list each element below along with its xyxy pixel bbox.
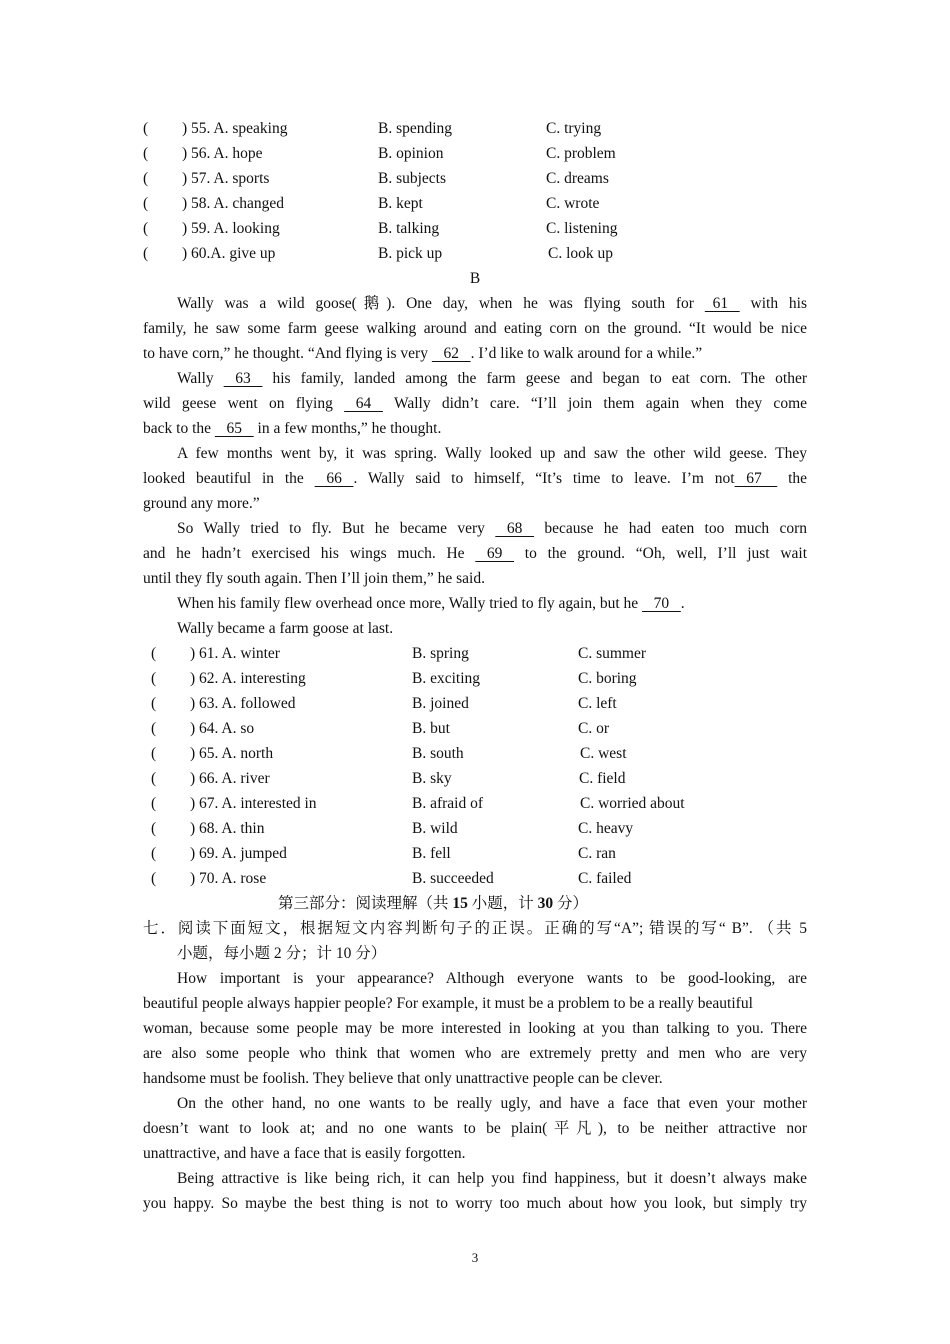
- story-line: back to the 65 in a few months,” he thought.: [143, 416, 807, 441]
- question-row: ( ) 55. A. speaking B. spending C. trying: [143, 120, 602, 137]
- passage-line: How important is your appearance? Although everyone wants to be good-looking, are: [177, 970, 807, 987]
- question-row: ( ) 66. A. river B. sky C. field: [151, 770, 626, 787]
- question-row: ( ) 70. A. rose B. succeeded C. failed: [151, 870, 632, 887]
- question-row: ( ) 56. A. hope B. opinion C. problem: [143, 145, 616, 162]
- answer-blank: 64: [344, 395, 383, 412]
- answer-blank: 63: [223, 370, 263, 387]
- answer-blank: 65: [214, 420, 254, 437]
- question-row: ( ) 58. A. changed B. kept C. wrote: [143, 195, 600, 212]
- passage-line: unattractive, and have a face that is easily forgotten.: [143, 1145, 466, 1162]
- answer-blank: 70: [642, 595, 681, 612]
- question-row: ( ) 68. A. thin B. wild C. heavy: [151, 820, 634, 837]
- story-line: A few months went by, it was spring. Wally looked up and saw the other wild geese. They: [177, 445, 807, 462]
- section-heading: B: [469, 270, 481, 287]
- page-number: 3: [471, 1250, 479, 1265]
- question-row: ( ) 65. A. north B. south C. west: [151, 745, 627, 762]
- section-instruction: 七．阅读下面短文，根据短文内容判断句子的正误。正确的写“A”; 错误的写“ B”. （共 5: [143, 920, 807, 937]
- story-line: So Wally tried to fly. But he became very 68 because he had eaten too much corn: [177, 516, 807, 541]
- question-row: ( ) 57. A. sports B. subjects C. dreams: [143, 170, 609, 187]
- passage-line: beautiful people always happier people? For example, it must be a problem to be a really beautiful: [143, 995, 753, 1012]
- question-row: ( ) 67. A. interested in B. afraid of C. worried about: [151, 795, 685, 812]
- question-row: ( ) 61. A. winter B. spring C. summer: [151, 645, 647, 662]
- question-row: ( ) 62. A. interesting B. exciting C. boring: [151, 670, 637, 687]
- passage-line: are also some people who think that women who are extremely pretty and men who are very: [143, 1045, 807, 1062]
- passage-line: woman, because some people may be more interested in looking at you than talking to you. There: [143, 1020, 807, 1037]
- question-row: ( ) 59. A. looking B. talking C. listening: [143, 220, 618, 237]
- answer-blank: 66: [314, 470, 354, 487]
- story-line: wild geese went on flying 64 Wally didn’t care. “I’ll join them again when they come: [143, 391, 807, 416]
- story-line: and he hadn’t exercised his wings much. He 69 to the ground. “Oh, well, I’ll just wait: [143, 541, 807, 566]
- passage-line: you happy. So maybe the best thing is not to worry too much about how you look, but simply try: [143, 1195, 807, 1212]
- story-line: Wally became a farm goose at last.: [177, 620, 394, 637]
- answer-blank: 68: [495, 520, 535, 537]
- story-line: to have corn,” he thought. “And flying is very 62 . I’d like to walk around for a while.”: [143, 341, 807, 366]
- section-instruction: 小题，每小题 2 分；计 10 分）: [177, 945, 387, 962]
- passage-line: handsome must be foolish. They believe that only unattractive people can be clever.: [143, 1070, 663, 1087]
- passage-line: doesn’t want to look at; and no one wants to be plain(平凡), to be neither attractive nor: [143, 1120, 807, 1137]
- answer-blank: 69: [475, 545, 515, 562]
- question-row: ( ) 63. A. followed B. joined C. left: [151, 695, 617, 712]
- story-line: When his family flew overhead once more, Wally tried to fly again, but he 70 .: [177, 591, 807, 616]
- passage-line: On the other hand, no one wants to be really ugly, and have a face that even your mother: [177, 1095, 807, 1112]
- question-row: ( ) 60.A. give up B. pick up C. look up: [143, 245, 614, 262]
- story-line: until they fly south again. Then I’ll join them,” he said.: [143, 570, 485, 587]
- story-line: ground any more.”: [143, 495, 260, 512]
- question-row: ( ) 64. A. so B. but C. or: [151, 720, 609, 737]
- question-row: ( ) 69. A. jumped B. fell C. ran: [151, 845, 616, 862]
- answer-blank: 61: [704, 295, 740, 312]
- answer-blank: 62: [431, 345, 471, 362]
- story-line: Wally 63 his family, landed among the farm geese and began to eat corn. The other: [177, 366, 807, 391]
- part-heading: 第三部分：阅读理解（共 15 小题，计 30 分）: [278, 895, 589, 912]
- story-line: Wally was a wild goose(鹅). One day, when he was flying south for 61 with his: [177, 291, 807, 316]
- passage-line: Being attractive is like being rich, it can help you find happiness, but it doesn’t always make: [177, 1170, 807, 1187]
- story-line: looked beautiful in the 66 . Wally said to himself, “It’s time to leave. I’m not 67 the: [143, 466, 807, 491]
- answer-blank: 67: [734, 470, 778, 487]
- story-line: family, he saw some farm geese walking around and eating corn on the ground. “It would be nice: [143, 320, 807, 337]
